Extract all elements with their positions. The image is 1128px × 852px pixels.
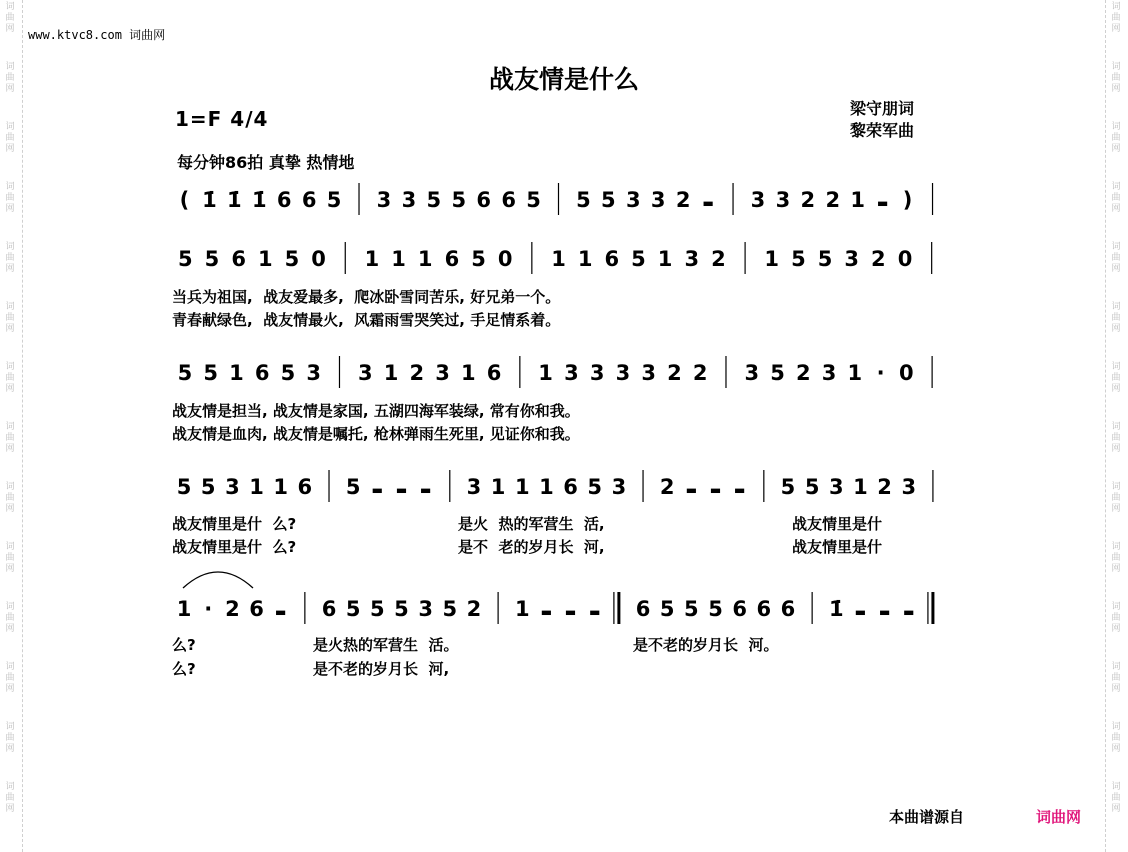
lyric-line: 战友情里是什 — [792, 515, 883, 533]
source-logo: 词曲网 — [1036, 808, 1082, 826]
note: 2 — [795, 361, 811, 385]
note: 5 — [576, 188, 591, 212]
note: 1̇ — [202, 188, 217, 212]
note: 1 — [229, 361, 244, 385]
note: 2 — [711, 247, 726, 271]
note: 2 — [800, 188, 816, 212]
note: 1 — [514, 597, 530, 621]
note: 6 — [635, 597, 651, 621]
note: 6 — [249, 597, 264, 621]
note: 5 — [326, 188, 342, 212]
note: 5 — [370, 597, 385, 621]
note: 1 — [847, 361, 863, 385]
sustain-dash: ▬ — [275, 605, 287, 619]
note: 3 — [684, 247, 700, 271]
watermark-text: 词 曲 网 — [5, 2, 15, 34]
watermark-text: 词 曲 网 — [5, 182, 15, 214]
watermark-text: 词 曲 网 — [5, 662, 15, 694]
note: 3 — [611, 475, 627, 499]
lyric-line: 么? — [172, 636, 196, 654]
watermark-text: 词 曲 网 — [1111, 302, 1121, 334]
note: 3 — [589, 361, 605, 385]
lyricist-credit: 梁守朋词 — [850, 99, 915, 118]
note: 6 — [321, 597, 337, 621]
note: 1 — [273, 475, 289, 499]
sustain-dash: ▬ — [540, 605, 553, 619]
watermark-text: 词 曲 网 — [1111, 182, 1121, 214]
note: 6 — [301, 188, 317, 212]
watermark-text: 词 曲 网 — [1111, 2, 1121, 34]
note: 2 — [409, 361, 425, 385]
note: 5 — [203, 361, 218, 385]
note: 5 — [708, 597, 723, 621]
note: 2 — [692, 361, 708, 385]
note: 3 — [466, 475, 482, 499]
note: 3 — [844, 247, 860, 271]
note: 3 — [775, 188, 791, 212]
note: 6 — [231, 247, 246, 271]
watermark-text: 词 曲 网 — [5, 302, 15, 334]
note: ( — [179, 188, 190, 212]
watermark-text: 词 曲 网 — [5, 62, 15, 94]
watermark-text: 词 曲 网 — [5, 482, 15, 514]
source-label: 本曲谱源自 — [889, 808, 965, 826]
note: 3 — [650, 188, 666, 212]
note: 1 — [176, 597, 192, 621]
note: 5 — [442, 597, 458, 621]
note: 5 — [601, 188, 616, 212]
note: 1 — [853, 475, 868, 499]
lyric-line: 战友情里是什 么? — [172, 515, 297, 533]
note: 3 — [641, 361, 656, 385]
note: 1 — [514, 475, 530, 499]
note: 3 — [750, 188, 766, 212]
note: 6 — [476, 188, 492, 212]
note: 5 — [451, 188, 467, 212]
note: 2 — [466, 597, 482, 621]
composer-credit: 黎荣军曲 — [850, 121, 915, 140]
watermark-text: 词 曲 网 — [1111, 362, 1121, 394]
note: 2 — [877, 475, 892, 499]
note: 6 — [501, 188, 516, 212]
note: 5 — [176, 475, 192, 499]
sustain-dash: ▬ — [854, 605, 867, 619]
note: 2 — [675, 188, 691, 212]
note: 0 — [311, 247, 326, 271]
sustain-dash: ▬ — [395, 483, 408, 497]
note: 5 — [684, 597, 699, 621]
note: 5 — [345, 597, 361, 621]
note: 5 — [200, 475, 216, 499]
watermark-text: 词 曲 网 — [1111, 602, 1121, 634]
note: 5 — [471, 247, 486, 271]
tempo-marking: 每分钟86拍 真挚 热情地 — [177, 153, 355, 172]
note: 5 — [791, 247, 806, 271]
lyric-line: 是火热的军营生 活。 — [313, 636, 459, 654]
note: 1 — [850, 188, 866, 212]
note: 1 — [539, 475, 554, 499]
note: 0 — [897, 247, 913, 271]
sustain-dash: ▬ — [709, 483, 722, 497]
note: 6 — [756, 597, 772, 621]
watermark-text: 词 曲 网 — [1111, 482, 1121, 514]
note: 2 — [225, 597, 240, 621]
watermark-text: 词 曲 网 — [1111, 542, 1121, 574]
note: 1 — [364, 247, 380, 271]
note: 5 — [284, 247, 300, 271]
note: 5 — [204, 247, 220, 271]
lyric-line: 是不 老的岁月长 河, — [458, 538, 605, 556]
note: 1 — [490, 475, 506, 499]
note: 3 — [625, 188, 641, 212]
note: 5 — [817, 247, 833, 271]
watermark-text: 词 曲 网 — [1111, 782, 1121, 814]
note: 3 — [418, 597, 433, 621]
note: 5 — [587, 475, 603, 499]
note: 1 — [249, 475, 264, 499]
note: 6 — [732, 597, 747, 621]
note: 1 — [461, 361, 476, 385]
note: 6 — [276, 188, 292, 212]
lyric-line: 青春献绿色, 战友情最火, 风霜雨雪哭笑过, 手足情系着。 — [172, 311, 561, 329]
note: 2 — [825, 188, 841, 212]
note: 5 — [804, 475, 820, 499]
note: 1̇ — [828, 597, 844, 621]
note: 3 — [225, 475, 240, 499]
watermark-text: 词 曲 网 — [1111, 242, 1121, 274]
note: 1 — [417, 247, 433, 271]
note: 3 — [376, 188, 392, 212]
note: 1 — [538, 361, 553, 385]
sustain-dash: ▬ — [702, 196, 714, 210]
note: 0 — [497, 247, 513, 271]
sustain-dash: ▬ — [589, 605, 601, 619]
note: 3 — [901, 475, 917, 499]
note: 6 — [563, 475, 578, 499]
note: 3 — [306, 361, 322, 385]
watermark-text: 词 曲 网 — [5, 782, 15, 814]
sustain-dash: ▬ — [878, 605, 891, 619]
watermark-text: 词 曲 网 — [1111, 662, 1121, 694]
watermark-text: 词 曲 网 — [1111, 62, 1121, 94]
sustain-dash: ▬ — [685, 483, 698, 497]
note: · — [204, 597, 213, 621]
note: 0 — [899, 361, 914, 385]
note: 5 — [426, 188, 442, 212]
note: 6 — [444, 247, 460, 271]
watermark-text: 词 曲 网 — [1111, 722, 1121, 754]
lyric-line: 战友情是血肉, 战友情是嘱托, 枪林弹雨生死里, 见证你和我。 — [172, 425, 580, 443]
sustain-dash: ▬ — [419, 483, 432, 497]
note: 1̇ — [227, 188, 242, 212]
lyric-line: 是不老的岁月长 河, — [313, 660, 450, 678]
note: 3 — [564, 361, 579, 385]
note: 3 — [828, 475, 844, 499]
note: 5 — [631, 247, 646, 271]
note: 1 — [764, 247, 780, 271]
watermark-text: 词 曲 网 — [5, 422, 15, 454]
note: 1 — [657, 247, 673, 271]
lyric-line: 当兵为祖国, 战友爱最多, 爬冰卧雪同苦乐, 好兄弟一个。 — [172, 288, 561, 306]
note: 1 — [257, 247, 273, 271]
note: 6 — [604, 247, 620, 271]
note: 5 — [770, 361, 785, 385]
note: 2 — [667, 361, 682, 385]
note: 3 — [821, 361, 837, 385]
note: 1 — [577, 247, 593, 271]
note: 5 — [526, 188, 541, 212]
sustain-dash: ▬ — [734, 483, 746, 497]
note: 5 — [280, 361, 296, 385]
watermark-text: 词 曲 网 — [5, 122, 15, 154]
sustain-dash: ▬ — [371, 483, 383, 497]
note: 1 — [383, 361, 399, 385]
sustain-dash: ▬ — [564, 605, 577, 619]
note: 3 — [615, 361, 631, 385]
note: 6 — [254, 361, 270, 385]
watermark-text: 词 曲 网 — [5, 362, 15, 394]
lyric-line: 是火 热的军营生 活, — [458, 515, 605, 533]
watermark-text: 词 曲 网 — [5, 722, 15, 754]
note: 3 — [401, 188, 417, 212]
lyric-line: 战友情里是什 么? — [172, 538, 297, 556]
note: 1 — [391, 247, 406, 271]
sustain-dash: ▬ — [903, 605, 915, 619]
note: 6 — [297, 475, 313, 499]
lyric-line: 战友情里是什 — [792, 538, 883, 556]
note: 6 — [780, 597, 796, 621]
note: 5 — [780, 475, 796, 499]
watermark-text: 词 曲 网 — [5, 242, 15, 274]
watermark-text: 词 曲 网 — [5, 542, 15, 574]
lyric-line: 是不老的岁月长 河。 — [633, 636, 779, 654]
note: 5 — [659, 597, 675, 621]
note: 3 — [435, 361, 450, 385]
watermark-text: 词 曲 网 — [5, 602, 15, 634]
note: 2 — [659, 475, 675, 499]
note: 5 — [177, 361, 193, 385]
note: 3 — [744, 361, 760, 385]
note: 3 — [357, 361, 373, 385]
lyric-line: 战友情是担当, 战友情是家国, 五湖四海军装绿, 常有你和我。 — [172, 402, 580, 420]
site-label: www.ktvc8.com 词曲网 — [28, 28, 166, 42]
note: 1̇ — [251, 188, 267, 212]
key-signature: 1=F 4/4 — [175, 107, 269, 131]
note: 2 — [871, 247, 886, 271]
note: · — [876, 361, 885, 385]
tie-arc — [183, 572, 253, 588]
watermark-text: 词 曲 网 — [1111, 422, 1121, 454]
note: 6 — [486, 361, 502, 385]
song-title: 战友情是什么 — [488, 65, 639, 94]
lyric-line: 么? — [172, 660, 196, 678]
note: 5 — [394, 597, 409, 621]
sustain-dash: ▬ — [876, 196, 889, 210]
watermark-text: 词 曲 网 — [1111, 122, 1121, 154]
note: 5 — [345, 475, 361, 499]
note: 1 — [551, 247, 566, 271]
note: 5 — [178, 247, 193, 271]
note: ) — [902, 188, 913, 212]
